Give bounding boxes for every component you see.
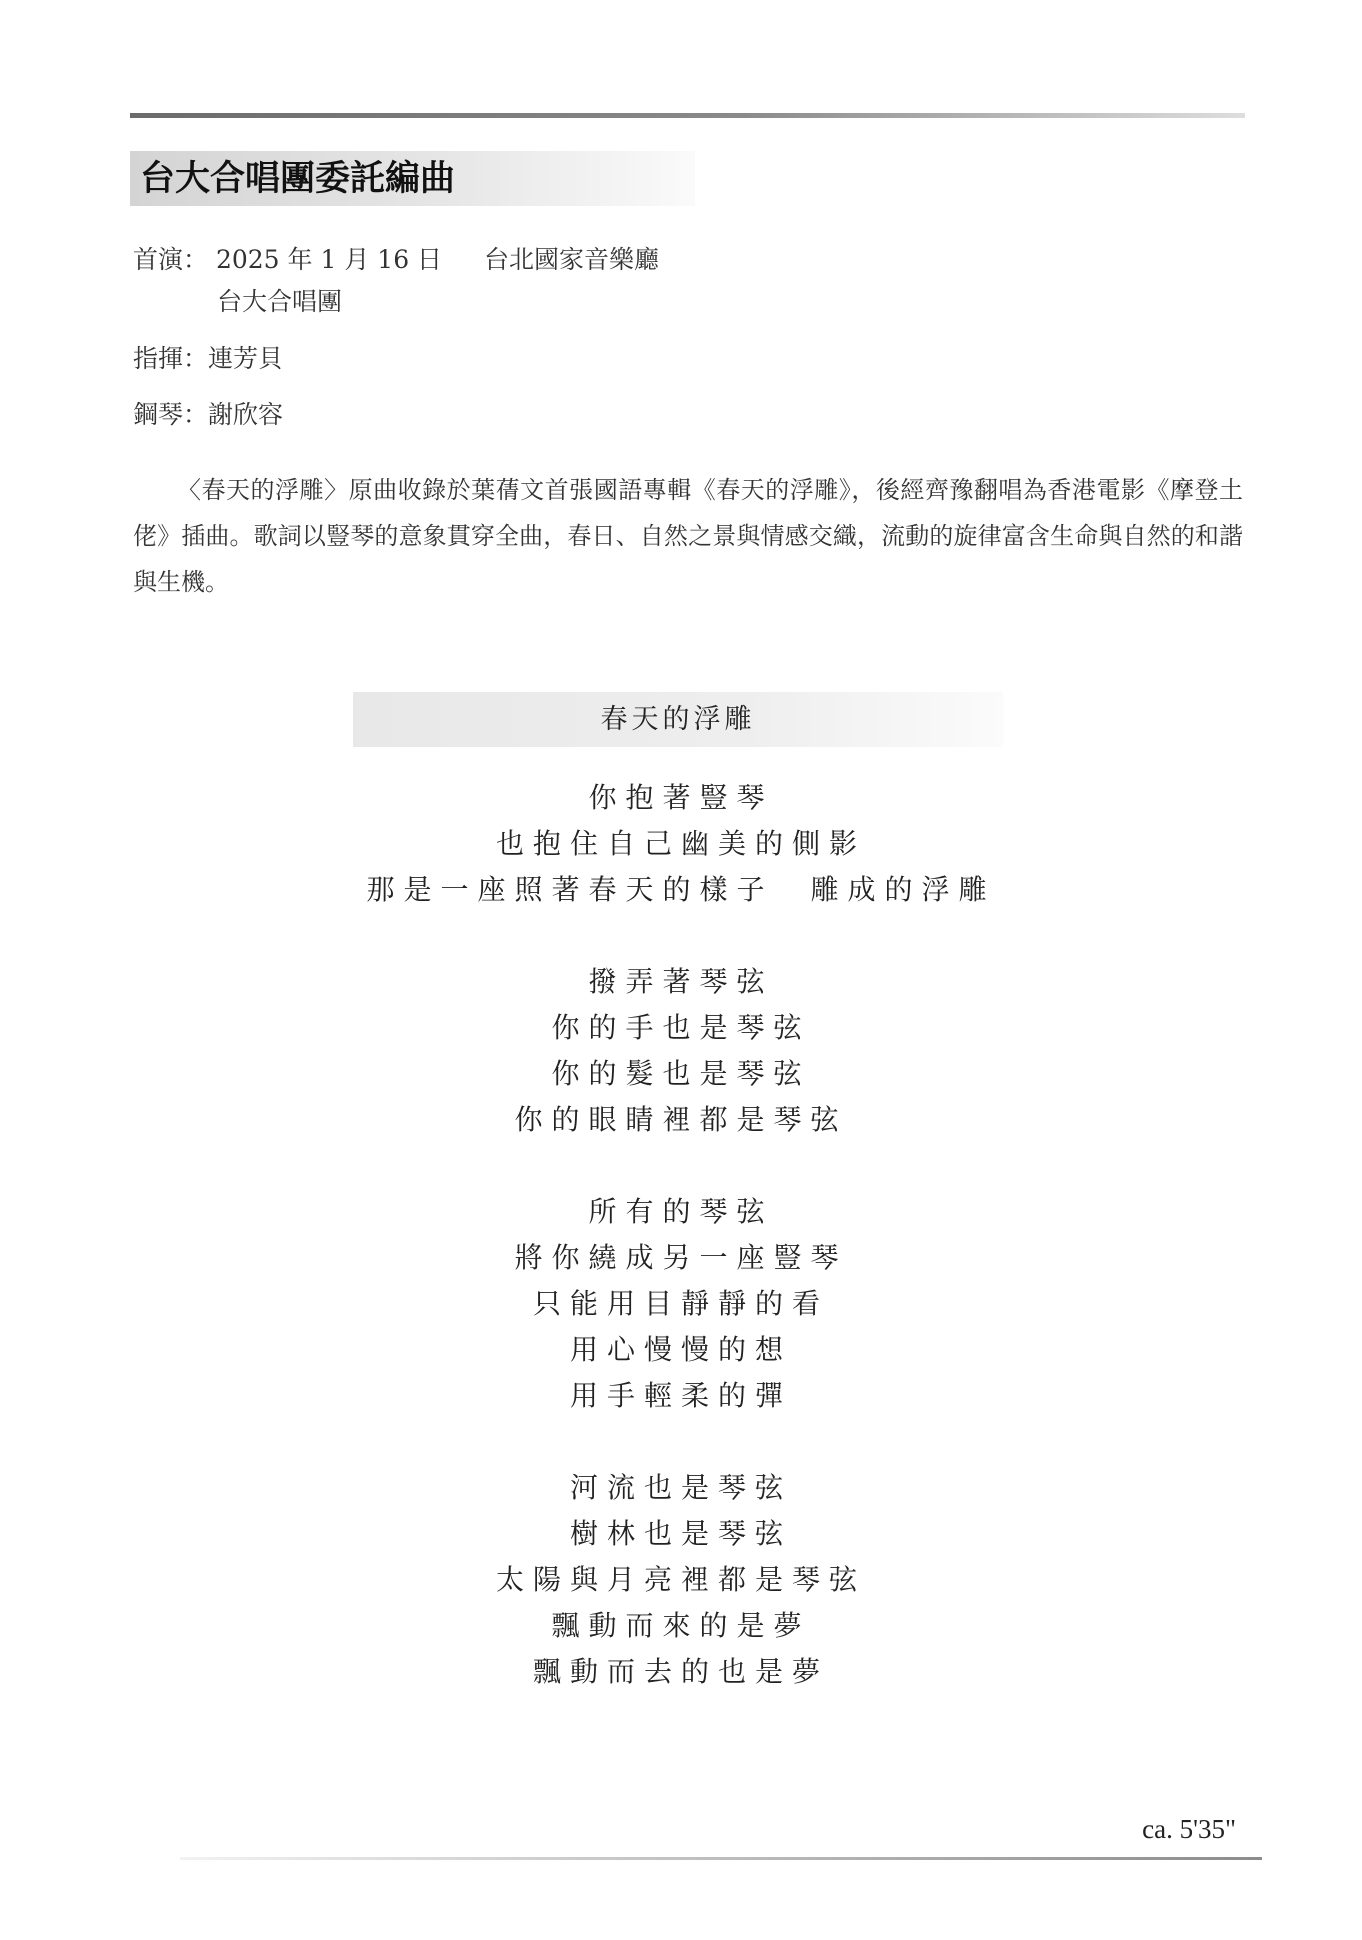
pianist-line [133,399,283,431]
lyric-line: 你的髮也是琴弦 [551,1057,811,1090]
lyric-line: 樹林也是琴弦 [569,1517,792,1550]
lyric-line: 撥弄著琴弦 [588,965,774,998]
lyric-line: 只能用目靜靜的看 [532,1287,829,1320]
pianist-name: 謝欣容 [208,400,284,429]
bottom-divider [180,1857,1262,1860]
lyric-line: 將你繞成另一座豎琴 [514,1241,848,1274]
duration-label: ca. 5'35" [1142,1814,1236,1844]
stanza-4 [0,1465,1362,1695]
premiere-venue: 台北國家音樂廳 [484,245,660,274]
premiere-label: 首演： [133,245,209,274]
conductor-line [133,343,283,375]
lyric-line: 飄動而去的也是夢 [532,1655,829,1688]
lyric-line: 那是一座照著春天的樣子 雕成的浮雕 [366,873,996,906]
premiere-performer: 台大合唱團 [217,287,343,316]
lyric-line: 你的手也是琴弦 [551,1011,811,1044]
lyrics [0,775,1362,1741]
lyric-line: 用手輕柔的彈 [569,1379,792,1412]
premiere-date: 2025 年 1 月 16 日 [215,245,443,274]
stanza-2 [0,959,1362,1143]
lyric-line: 太陽與月亮裡都是琴弦 [495,1563,866,1596]
lyric-line: 你的眼睛裡都是琴弦 [514,1103,848,1136]
lyric-line: 所有的琴弦 [588,1195,774,1228]
top-divider [130,113,1245,118]
conductor-label: 指揮： [133,344,209,373]
premiere-line [133,244,659,276]
stanza-1 [0,775,1362,913]
lyric-line: 你抱著豎琴 [588,781,774,814]
conductor-name: 連芳貝 [208,344,284,373]
stanza-3 [0,1189,1362,1419]
lyric-line: 河流也是琴弦 [569,1471,792,1504]
lyric-line: 用心慢慢的想 [569,1333,792,1366]
lyric-line: 飄動而來的是夢 [551,1609,811,1642]
poem-title: 春天的浮雕 [353,692,1003,747]
pianist-label: 鋼琴： [133,400,209,429]
lyric-line: 也抱住自己幽美的側影 [495,827,866,860]
description-paragraph: 〈春天的浮雕〉原曲收錄於葉蒨文首張國語專輯《春天的浮雕》，後經齊豫翻唱為香港電影《摩登土佬》插曲。歌詞以豎琴的意象貫穿全曲，春日、自然之景與情感交織，流動的旋律富含生命與自然的和諧與生機。 [133,476,1243,596]
section-heading: 台大合唱團委託編曲 [130,151,695,206]
